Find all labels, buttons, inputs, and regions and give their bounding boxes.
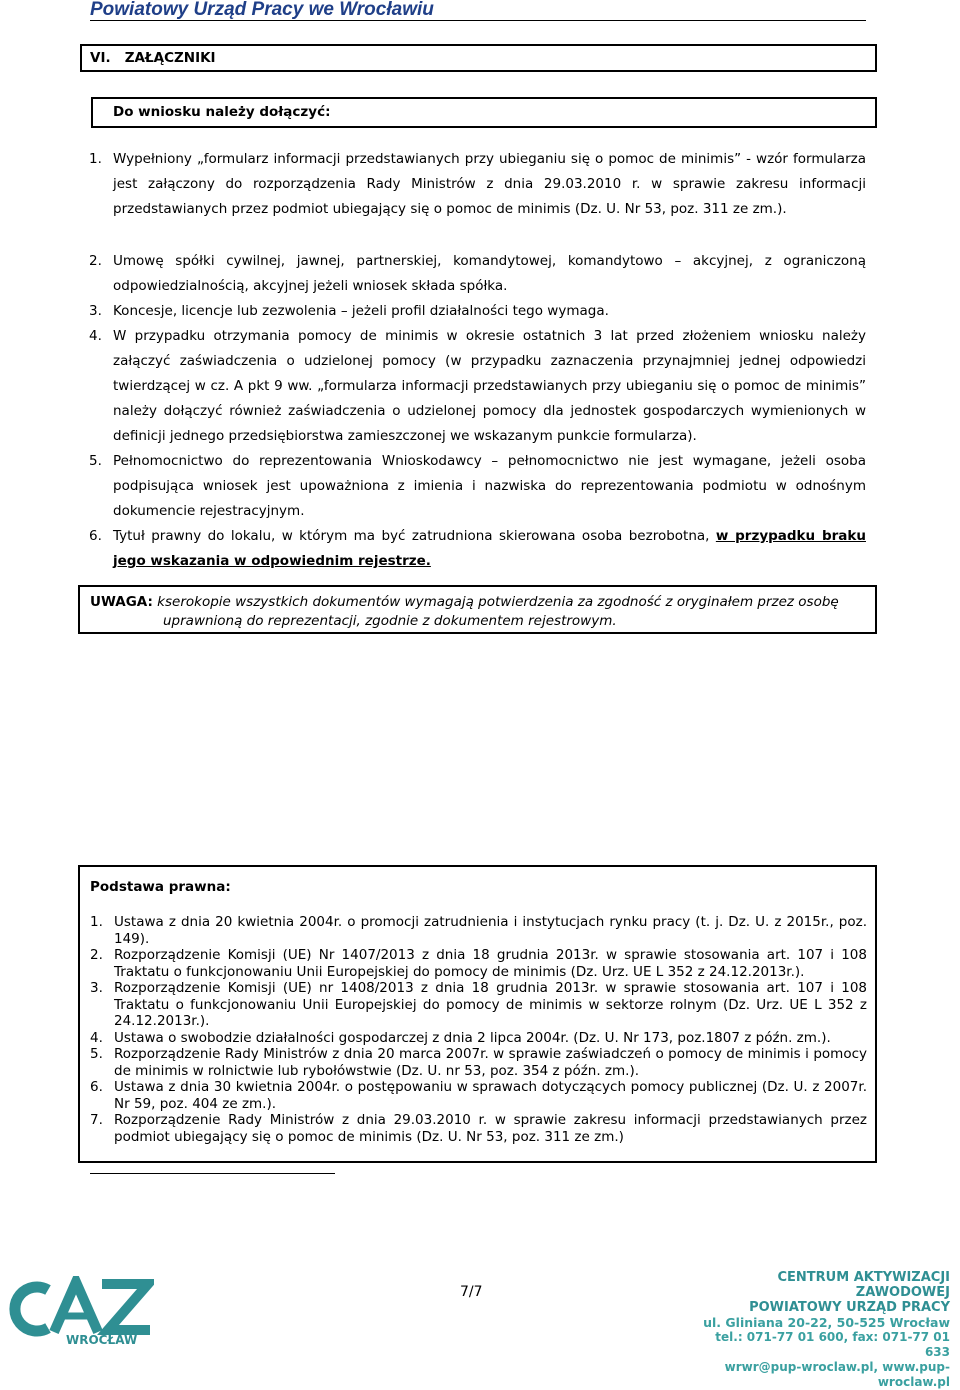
caz-logo	[4, 1276, 154, 1346]
item-text: Pełnomocnictwo do reprezentowania Wnioskodawcy – pełnomocnictwo nie jest wymagane, jeżeli osoba podpisująca wniosek jest upoważniona z imienia i nazwiska do reprezentowania podmiotu w odnośnym dokumencie rejestracyjnym.	[113, 453, 866, 519]
legal-item	[90, 1112, 867, 1145]
attachment-item	[89, 249, 866, 299]
attachment-item	[89, 147, 866, 247]
legal-item	[90, 1030, 867, 1047]
institution-line1: CENTRUM AKTYWIZACJI ZAWODOWEJ	[777, 1270, 950, 1300]
attachment-item	[89, 299, 866, 324]
page-header-title: Powiatowy Urząd Pracy we Wrocławiu	[90, 0, 866, 21]
institution-line2: POWIATOWY URZĄD PRACY	[749, 1300, 950, 1315]
item-text: Ustawa o swobodzie działalności gospodarczej z dnia 2 lipca 2004r. (Dz. U. Nr 173, poz.1807 z późn. zm.).	[114, 1029, 831, 1046]
item-number: 2.	[89, 253, 102, 269]
section-number: VI.	[90, 50, 111, 66]
item-number: 6.	[90, 1079, 103, 1095]
legal-item	[90, 947, 867, 980]
section-title	[90, 50, 216, 66]
item-number: 3.	[90, 980, 103, 996]
item-number: 4.	[89, 328, 102, 344]
notice-text-line2: uprawnioną do reprezentacji, zgodnie z dokumentem rejestrowym.	[163, 613, 617, 629]
legal-basis-title: Podstawa prawna:	[90, 879, 231, 895]
item-text: Umowę spółki cywilnej, jawnej, partnerskiej, komandytowej, komandytowo – akcyjnej, z ograniczoną odpowiedzialnością, akcyjnej jeżeli wniosek składa spółka.	[113, 253, 866, 294]
item-number: 7.	[90, 1112, 103, 1128]
institution-email: wrwr@pup-wroclaw.pl, www.pup-wroclaw.pl	[724, 1360, 950, 1389]
legal-basis-box	[78, 865, 877, 1163]
caz-logo-sub: WROCŁAW	[66, 1333, 138, 1346]
item-text: W przypadku otrzymania pomocy de minimis w okresie ostatnich 3 lat przed złożeniem wniosku należy załączyć zaświadczenia o udzielonej pomocy (w przypadku zaznaczenia przynajmniej jednej odpowiedzi twierdzącej w cz. A pkt 9 ww. „formularza informacji przedstawianych przy ubieganiu się o pomoc de minimis” należy dołączyć również zaświadczenia o udzielonej pomocy dla jednostek gospodarczych wymienionych w definicji jednego przedsiębiorstwa zamieszczonej we wskazanym punkcie formularza).	[113, 328, 866, 444]
legal-item	[90, 980, 867, 1030]
institution-logo-text	[700, 1270, 950, 1390]
institution-phone: tel.: 071-77 01 600, fax: 071-77 01 633	[715, 1330, 950, 1359]
page-number: 7/7	[460, 1284, 483, 1300]
notice-box	[78, 585, 877, 634]
item-number: 5.	[89, 453, 102, 469]
item-number: 1.	[90, 914, 103, 930]
legal-basis-list	[90, 914, 867, 1145]
item-number: 1.	[89, 151, 102, 167]
attachment-item	[89, 524, 866, 574]
attachments-header-box	[91, 97, 877, 128]
item-text: Rozporządzenie Komisji (UE) nr 1408/2013 z dnia 18 grudnia 2013r. w sprawie stosowania art. 107 i 108 Traktatu o funkcjonowaniu Unii Europejskiej do pomocy de minimis w sektorze rolnym (Dz. Urz. UE L 352 z 24.12.2013r.).	[114, 980, 867, 1029]
item-text: Koncesje, licencje lub zezwolenia – jeżeli profil działalności tego wymaga.	[113, 303, 609, 319]
item-text: Ustawa z dnia 30 kwietnia 2004r. o postępowaniu w sprawach dotyczących pomocy publicznej (Dz. U. z 2007r. Nr 59, poz. 404 ze zm.).	[114, 1079, 867, 1112]
item-text: Rozporządzenie Komisji (UE) Nr 1407/2013 z dnia 18 grudnia 2013r. w sprawie stosowania art. 107 i 108 Traktatu o funkcjonowaniu Unii Europejskiej do pomocy de minimis (Dz. Urz. UE L 352 z 24.12.2013r.).	[114, 947, 867, 980]
attachment-item	[89, 324, 866, 449]
institution-address: ul. Gliniana 20-22, 50-525 Wrocław	[703, 1315, 950, 1330]
footnote-separator	[90, 1173, 335, 1174]
item-text: Rozporządzenie Rady Ministrów z dnia 20 marca 2007r. w sprawie zaświadczeń o pomocy de minimis i pomocy de minimis w rolnictwie lub rybołówstwie (Dz. U. nr 53, poz. 354 z późn. zm.).	[114, 1046, 867, 1079]
legal-item	[90, 914, 867, 947]
legal-item	[90, 1046, 867, 1079]
item-number: 4.	[90, 1029, 103, 1046]
notice-content	[90, 593, 865, 631]
item-text: Rozporządzenie Rady Ministrów z dnia 29.03.2010 r. w sprawie zakresu informacji przedstawianych przez podmiot ubiegający się o pomoc de minimis (Dz. U. Nr 53, poz. 311 ze zm.)	[114, 1112, 867, 1145]
legal-item	[90, 1079, 867, 1112]
item-text: Wypełniony „formularz informacji przedstawianych przy ubieganiu się o pomoc de minimis” - wzór formularza jest załączony do rozporządzenia Rady Ministrów z dnia 29.03.2010 r. w sprawie zakresu informacji przedstawianych przez podmiot ubiegający się o pomoc de minimis (Dz. U. Nr 53, poz. 311 ze zm.).	[113, 151, 866, 217]
notice-text-line1: kserokopie wszystkich dokumentów wymagają potwierdzenia za zgodność z oryginałem przez osobę	[157, 594, 839, 610]
item-number: 2.	[90, 947, 103, 963]
item-emphasis: w przypadku braku jego wskazania w odpowiednim rejestrze.	[113, 528, 866, 569]
attachment-item	[89, 449, 866, 524]
caz-logo-graphic	[4, 1276, 154, 1346]
item-number: 3.	[89, 303, 102, 319]
section-name: ZAŁĄCZNIKI	[124, 50, 216, 66]
section-header-box	[80, 44, 877, 72]
item-number: 6.	[89, 528, 102, 544]
item-text: Tytuł prawny do lokalu, w którym ma być zatrudniona skierowana osoba bezrobotna,	[113, 528, 710, 544]
item-text: Ustawa z dnia 20 kwietnia 2004r. o promocji zatrudnienia i instytucjach rynku pracy (t. j. Dz. U. z 2015r., poz. 149).	[114, 914, 867, 947]
attachments-title: Do wniosku należy dołączyć:	[113, 104, 331, 120]
notice-label: UWAGA:	[90, 594, 153, 610]
attachments-list	[89, 147, 866, 574]
item-number: 5.	[90, 1046, 103, 1062]
